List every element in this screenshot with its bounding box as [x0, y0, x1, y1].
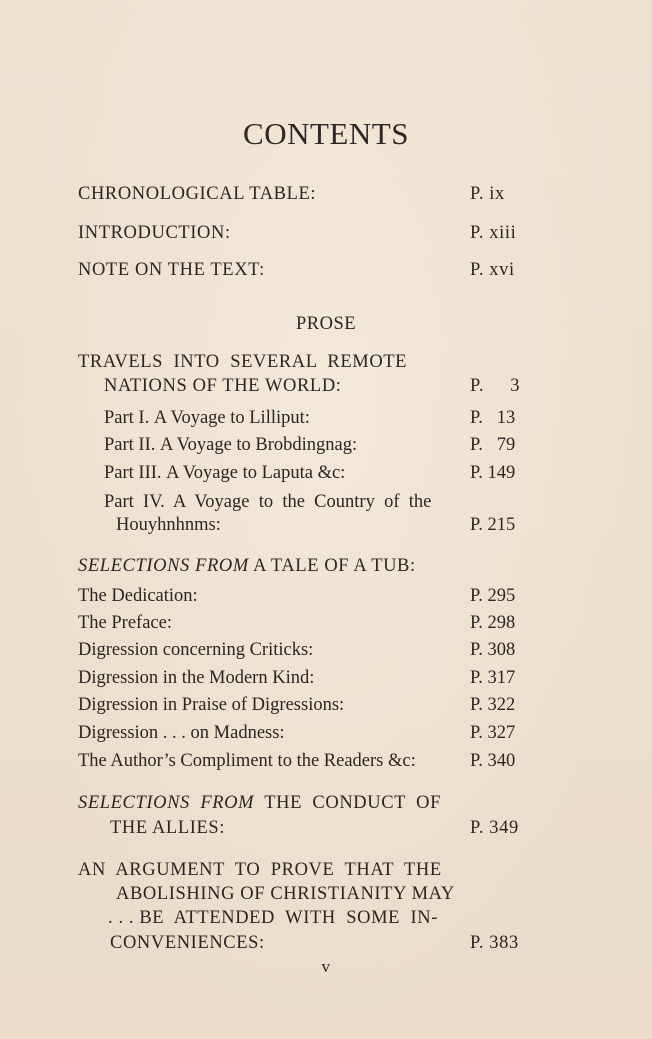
toc-entry-argument [110, 930, 548, 957]
toc-entry-page: P. 79 [470, 435, 516, 455]
toc-entry-page: P. 327 [470, 723, 516, 743]
toc-entry-label: AN ARGUMENT TO PROVE THAT THE [78, 860, 442, 880]
part-prefix: Part II. [104, 435, 156, 455]
toc-entry-chronological-table [78, 181, 548, 208]
toc-entry-page: P. 349 [470, 818, 519, 838]
toc-entry-part-1 [104, 405, 548, 432]
page-folio: v [321, 957, 331, 976]
toc-entry-preface [78, 610, 548, 637]
heading-italic: SELECTIONS FROM [78, 793, 255, 813]
toc-entry-label [104, 460, 470, 487]
toc-entry-label: Part IV. A Voyage to the Country of the [104, 492, 432, 512]
toc-entry-argument-line1 [78, 857, 476, 884]
toc-entry-label: Digression in the Modern Kind: [78, 668, 315, 688]
toc-entry-label: INTRODUCTION: [78, 223, 231, 243]
toc-entry-page: P. 383 [470, 933, 519, 953]
heading-rest: A TALE OF A TUB: [248, 556, 416, 576]
toc-entry-travels [104, 373, 548, 400]
toc-entry-label: Digression concerning Criticks: [78, 640, 314, 660]
toc-entry-label: The Author’s Compliment to the Readers &c: [78, 751, 416, 771]
part-prefix: Part I. [104, 408, 150, 428]
toc-entry-page: P. 149 [470, 463, 516, 483]
toc-entry-label: CHRONOLOGICAL TABLE: [78, 184, 317, 204]
toc-entry-label: The Dedication: [78, 586, 198, 606]
toc-entry-introduction [78, 220, 548, 247]
heading-italic: SELECTIONS FROM [78, 556, 249, 576]
toc-entry-argument-line2 [116, 881, 476, 908]
part-title: A Voyage to Laputa &c: [166, 463, 346, 483]
toc-entry-page: P. 308 [470, 640, 516, 660]
toc-entry-label: NOTE ON THE TEXT: [78, 260, 265, 280]
toc-entry-label [78, 553, 548, 580]
toc-entry-label: Digression . . . on Madness: [78, 723, 285, 743]
toc-entry-argument-line3 [108, 905, 476, 932]
toc-entry-digression-criticks [78, 637, 548, 664]
toc-entry-note-on-text [78, 257, 548, 284]
toc-entry-page: P. xiii [470, 223, 517, 243]
toc-entry-label: Houyhnhnms: [116, 515, 221, 535]
toc-entry-conduct-of-allies [110, 815, 548, 842]
toc-entry-digression-praise [78, 692, 548, 719]
toc-entry-label: . . . BE ATTENDED WITH SOME IN- [108, 908, 438, 928]
toc-entry-authors-compliment [78, 748, 548, 775]
toc-entry-page: P. 215 [470, 515, 516, 535]
toc-entry-part-2 [104, 432, 548, 459]
section-heading-prose: PROSE [295, 314, 357, 334]
toc-entry-digression-modern [78, 665, 548, 692]
toc-entry-label [104, 405, 470, 432]
part-prefix: Part III. [104, 463, 162, 483]
toc-entry-label: THE ALLIES: [110, 818, 226, 838]
toc-entry-page: P. 295 [470, 586, 516, 606]
toc-entry-label: TRAVELS INTO SEVERAL REMOTE [78, 352, 408, 372]
toc-entry-label: ABOLISHING OF CHRISTIANITY MAY [116, 884, 455, 904]
toc-entry-page: P. 322 [470, 695, 516, 715]
heading-rest: THE CONDUCT OF [254, 793, 442, 813]
part-title: A Voyage to Brobdingnag: [160, 435, 358, 455]
toc-entry-travels-line1 [78, 349, 476, 376]
toc-entry-page: P. 298 [470, 613, 516, 633]
toc-entry-digression-madness [78, 720, 548, 747]
part-title: A Voyage to Lilliput: [153, 408, 310, 428]
toc-entry-label [104, 432, 470, 459]
toc-entry-page: P. 13 [470, 408, 516, 428]
page-title: CONTENTS [243, 116, 409, 151]
toc-heading-conduct-of-allies [78, 790, 548, 817]
toc-heading-tale-of-a-tub [78, 553, 548, 580]
toc-entry-label: NATIONS OF THE WORLD: [104, 376, 342, 396]
toc-entry-label [78, 790, 548, 817]
toc-entry-page: P. 317 [470, 668, 516, 688]
toc-entry-page: P. 3 [470, 376, 521, 396]
toc-entry-dedication [78, 583, 548, 610]
toc-entry-label: CONVENIENCES: [110, 933, 265, 953]
toc-entry-label: Digression in Praise of Digressions: [78, 695, 345, 715]
toc-entry-page: P. 340 [470, 751, 516, 771]
toc-entry-part-3 [104, 460, 548, 487]
toc-entry-label: The Preface: [78, 613, 172, 633]
toc-entry-page: P. xvi [470, 260, 515, 280]
toc-entry-page: P. ix [470, 184, 505, 204]
toc-entry-part-4 [116, 512, 548, 539]
